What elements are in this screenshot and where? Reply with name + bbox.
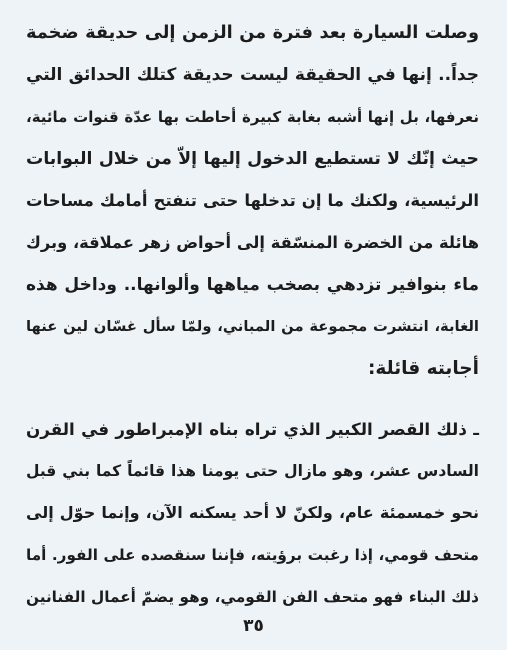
paragraph-2 (26, 408, 479, 618)
text-line: ماء بنوافير تزدهي بصخب مياهها وألوانها.. وداخل هذه (26, 275, 479, 295)
text-line: نعرفها، بل إنها أشبه بغابة كبيرة أحاطت بها عدّة قنوات مائية، (26, 108, 479, 126)
text-line: الغابة، انتشرت مجموعة من المباني، ولمّا سأل غسّان لين عنها (26, 318, 479, 335)
text-line: الرئيسية، ولكنك ما إن تدخلها حتى تنفتح أمامك مساحات (26, 191, 479, 210)
text-line: وصلت السيارة بعد فترة من الزمن إلى حديقة ضخمة (26, 23, 479, 43)
text-line: أجابته قائلة: (368, 358, 479, 379)
text-line: نحو خمسمئة عام، ولكنّ لا أحد يسكنه الآن، وإنما حوّل إلى (26, 503, 479, 522)
page-number: ٣٥ (243, 616, 264, 636)
text-line: جداً.. إنها في الحقيقة ليست حديقة كتلك الحدائق التي (26, 65, 479, 85)
text-line: ـ ذلك القصر الكبير الذي تراه بناه الإمبراطور في القرن (26, 419, 479, 439)
text-line: هائلة من الخضرة المنسّقة إلى أحواض زهر عملاقة، وبرك (26, 233, 479, 252)
text-line: ذلك البناء فهو متحف الفن القومي، وهو يضمّ أعمال الفنانين (26, 588, 479, 606)
text-line: حيث إنّك لا تستطيع الدخول إليها إلاّ من خلال البوابات (26, 149, 479, 169)
text-line: متحف قومي، إذا رغبت برؤيته، فإننا سنقصده على الفور. أما (26, 546, 479, 564)
text-line: السادس عشر، وهو مازال حتى يومنا هذا قائماً كما بني قبل (26, 462, 479, 480)
paragraph-spacer (26, 390, 479, 408)
body-text (26, 12, 479, 618)
paragraph-1 (26, 12, 479, 390)
